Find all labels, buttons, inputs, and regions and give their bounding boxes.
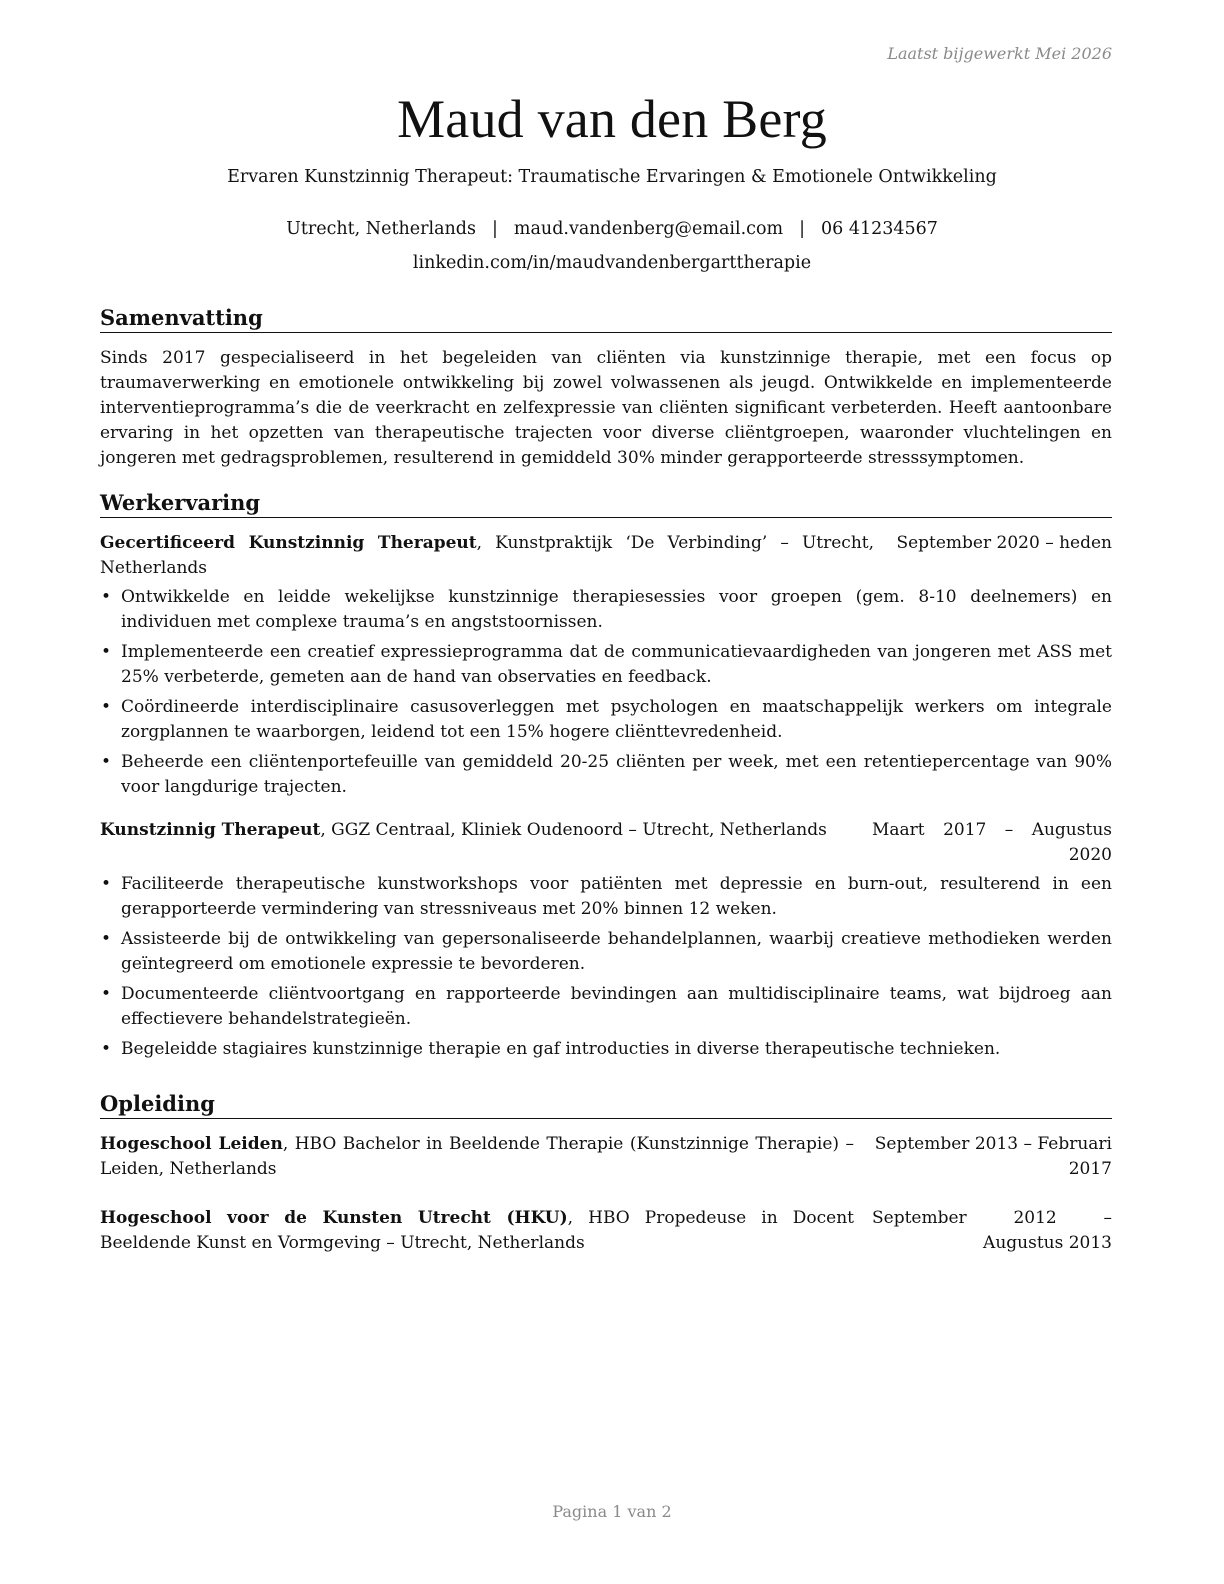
contact-email[interactable]: maud.vandenberg@email.com: [513, 219, 784, 239]
contact-linkedin[interactable]: linkedin.com/in/maudvandenbergarttherapie: [412, 253, 812, 273]
job-dates: Maart 2017 – Augustus 2020: [872, 820, 1112, 865]
education-details: , HBO Propedeuse in Docent Beeldende Kunst en Vormgeving – Utrecht, Netherlands: [100, 1208, 854, 1253]
candidate-tagline: Ervaren Kunstzinnig Therapeut: Traumatische Ervaringen & Emotionele Ontwikkeling: [227, 167, 997, 187]
summary-text: Sinds 2017 gespecialiseerd in het begeleiden van cliënten via kunstzinnige therapie, met een focus op traumaverwerking en emotionele ontwikkeling bij zowel volwassenen als jeugd. Ontwikkelde en implementeerde interventieprogramma’s die de veerkracht en zelfexpressie van cliënten significant verbeterden. Heeft aantoonbare ervaring in het opzetten van therapeutische trajecten voor diverse cliëntgroepen, waaronder vluchtelingen en jongeren met gedragsproblemen, resulterend in gemiddeld 30% minder gerapporteerde stresssymptomen.: [100, 348, 1112, 468]
summary-section: [100, 306, 1112, 471]
page-number: Pagina 1 van 2: [552, 1502, 672, 1521]
education-entry: [100, 1206, 1112, 1256]
contact-separator: |: [492, 219, 498, 239]
education-school: Hogeschool voor de Kunsten Utrecht (HKU): [100, 1208, 568, 1228]
candidate-name: Maud van den Berg: [397, 89, 827, 149]
job-header: [100, 531, 1112, 581]
education-section: [100, 1092, 1112, 1256]
job-bullets: [100, 872, 1112, 1062]
section-title-education: Opleiding: [100, 1092, 1112, 1119]
job-entry: [100, 531, 1112, 800]
job-title-line: [100, 818, 872, 868]
experience-section: [100, 491, 1112, 1067]
job-details: , Kunstpraktijk ‘De Verbinding’ – Utrecht, Netherlands: [100, 533, 875, 578]
job-role: Kunstzinnig Therapeut: [100, 820, 321, 840]
job-header: [100, 818, 1112, 868]
contact-location: Utrecht, Netherlands: [286, 219, 476, 239]
education-details: , HBO Bachelor in Beeldende Therapie (Kunstzinnige Therapie) – Leiden, Netherlands: [100, 1134, 854, 1179]
section-title-summary: Samenvatting: [100, 306, 1112, 333]
section-title-experience: Werkervaring: [100, 491, 1112, 518]
list-item: • Coördineerde interdisciplinaire casusoverleggen met psychologen en maatschappelijk werkers om integrale zorgplannen te waarborgen, leidend tot een 15% hogere cliënttevredenheid.: [100, 695, 1112, 745]
job-details: , GGZ Centraal, Kliniek Oudenoord – Utrecht, Netherlands: [320, 820, 827, 840]
contact-separator: |: [799, 219, 805, 239]
list-item: • Documenteerde cliëntvoortgang en rapporteerde bevindingen aan multidisciplinaire teams, wat bijdroeg aan effectievere behandelstrategieën.: [100, 982, 1112, 1032]
education-title-line: [100, 1206, 872, 1256]
job-entry: [100, 818, 1112, 1062]
list-item: • Beheerde een cliëntenportefeuille van gemiddeld 20-25 cliënten per week, met een retentiepercentage van 90% voor langdurige trajecten.: [100, 750, 1112, 800]
job-title-line: [100, 531, 892, 581]
last-updated: Laatst bijgewerkt Mei 2026: [887, 44, 1112, 63]
list-item: • Ontwikkelde en leidde wekelijkse kunstzinnige therapiesessies voor groepen (gem. 8-10 deelnemers) en individuen met complexe trauma’s en angststoornissen.: [100, 585, 1112, 635]
list-item: • Implementeerde een creatief expressieprogramma dat de communicatievaardigheden van jongeren met ASS met 25% verbeterde, gemeten aan de hand van observaties en feedback.: [100, 640, 1112, 690]
education-dates: September 2013 – Februari 2017: [874, 1134, 1112, 1179]
education-entry: [100, 1132, 1112, 1182]
education-school: Hogeschool Leiden: [100, 1134, 283, 1154]
contact-phone[interactable]: 06 41234567: [821, 219, 938, 239]
job-bullets: [100, 585, 1112, 800]
education-title-line: [100, 1132, 872, 1182]
job-dates: September 2020 – heden: [896, 533, 1112, 553]
list-item: • Begeleidde stagiaires kunstzinnige therapie en gaf introducties in diverse therapeutische technieken.: [100, 1037, 1112, 1062]
list-item: • Faciliteerde therapeutische kunstworkshops voor patiënten met depressie en burn-out, resulterend in een gerapporteerde vermindering van stressniveaus met 20% binnen 12 weken.: [100, 872, 1112, 922]
education-dates: September 2012 – Augustus 2013: [872, 1208, 1112, 1253]
list-item: • Assisteerde bij de ontwikkeling van gepersonaliseerde behandelplannen, waarbij creatieve methodieken werden geïntegreerd om emotionele expressie te bevorderen.: [100, 927, 1112, 977]
job-role: Gecertificeerd Kunstzinnig Therapeut: [100, 533, 477, 553]
contact-line: [0, 219, 1224, 239]
